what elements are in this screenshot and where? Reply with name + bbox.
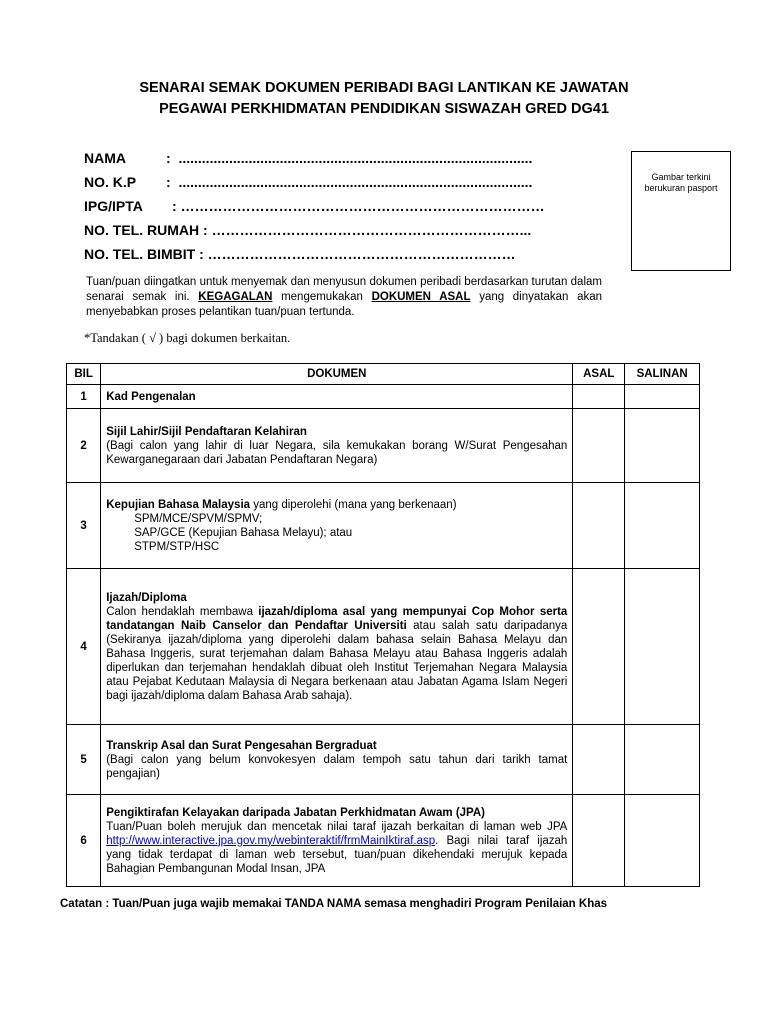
asal-checkbox[interactable]: [573, 483, 625, 569]
row-dokumen: Sijil Lahir/Sijil Pendaftaran Kelahiran (Bagi calon yang lahir di luar Negara, sila kemukakan borang W/Surat Pengesahan Kewarganegaraan dari Jabatan Pendaftaran Negara): [101, 409, 573, 483]
table-header-row: [67, 364, 700, 385]
salinan-checkbox[interactable]: [625, 483, 700, 569]
field-no-kp[interactable]: NO. K.P : ...........................................................................................: [84, 174, 533, 190]
asal-checkbox[interactable]: [573, 385, 625, 409]
header-dokumen: DOKUMEN: [101, 364, 573, 385]
title-line-2: PEGAWAI PERKHIDMATAN PENDIDIKAN SISWAZAH GRED DG41: [159, 101, 609, 117]
salinan-checkbox[interactable]: [625, 795, 700, 887]
salinan-checkbox[interactable]: [625, 409, 700, 483]
document-title: [0, 78, 768, 120]
row-bil: 1: [67, 385, 101, 409]
asal-checkbox[interactable]: [573, 569, 625, 725]
row-dokumen: Kepujian Bahasa Malaysia yang diperolehi (mana yang berkenaan) SPM/MCE/SPVM/SPMV; SAP/GCE (Kepujian Bahasa Melayu); atau STPM/STP/HSC: [101, 483, 573, 569]
tick-instruction: *Tandakan ( √ ) bagi dokumen berkaitan.: [84, 331, 291, 345]
field-ipg-ipta[interactable]: IPG/IPTA : ……………………………………………………………………: [84, 198, 545, 214]
header-asal: ASAL: [573, 364, 625, 385]
field-tel-rumah[interactable]: NO. TEL. RUMAH : …………………………………………………………...: [84, 222, 532, 238]
row-bil: 6: [67, 795, 101, 887]
row-bil: 4: [67, 569, 101, 725]
asal-checkbox[interactable]: [573, 795, 625, 887]
notice-paragraph: Tuan/puan diingatkan untuk menyemak dan menyusun dokumen peribadi berdasarkan turutan dalam senarai semak ini. KEGAGALAN mengemukakan DOKUMEN ASAL yang dinyatakan akan menyebabkan proses pelantikan tuan/puan tertunda.: [86, 276, 603, 318]
catatan-note: Catatan : Tuan/Puan juga wajib memakai TANDA NAMA semasa menghadiri Program Penilaian Khas: [60, 898, 608, 910]
field-nama[interactable]: NAMA : ...........................................................................................: [84, 150, 533, 166]
asal-checkbox[interactable]: [573, 725, 625, 795]
header-salinan: SALINAN: [625, 364, 700, 385]
notice-dokumen-asal: DOKUMEN ASAL: [371, 291, 471, 303]
notice-kegagalan: KEGAGALAN: [198, 291, 273, 303]
salinan-checkbox[interactable]: [625, 569, 700, 725]
jpa-link[interactable]: http://www.interactive.jpa.gov.my/webinteraktif/frmMainIktiraf.asp: [106, 834, 436, 847]
photo-box-label: Gambar terkini berukuran pasport: [644, 172, 718, 193]
personal-fields: [84, 148, 545, 268]
salinan-checkbox[interactable]: [625, 385, 700, 409]
row-dokumen: Kad Pengenalan: [101, 385, 573, 409]
title-line-1: SENARAI SEMAK DOKUMEN PERIBADI BAGI LANTIKAN KE JAWATAN: [139, 80, 629, 96]
table-row: [67, 409, 700, 483]
asal-checkbox[interactable]: [573, 409, 625, 483]
row-dokumen: Transkrip Asal dan Surat Pengesahan Bergraduat (Bagi calon yang belum konvokesyen dalam tempoh satu tahun dari tarikh tamat pengajian): [101, 725, 573, 795]
table-row: [67, 569, 700, 725]
header-bil: BIL: [67, 364, 101, 385]
row-bil: 5: [67, 725, 101, 795]
table-row: [67, 385, 700, 409]
row-dokumen: Ijazah/Diploma Calon hendaklah membawa ijazah/diploma asal yang mempunyai Cop Mohor serta tandatangan Naib Canselor dan Pendaftar Universiti atau salah satu daripadanya (Sekiranya ijazah/diploma yang diperolehi dalam bahasa selain Bahasa Melayu dan Bahasa Inggeris, surat terjemahan dalam Bahasa Melayu atau Bahasa Inggeris adalah diperlukan dan terjemahan hendaklah dibuat oleh Institut Terjemahan Negara Malaysia atau Pejabat Kedutaan Malaysia di Negara berkenaan atau Jabatan Agama Islam Negeri bagi ijazah/diploma dalam Bahasa Arab sahaja).: [101, 569, 573, 725]
table-row: [67, 725, 700, 795]
table-row: [67, 795, 700, 887]
checklist-table: [66, 363, 700, 887]
table-row: [67, 483, 700, 569]
salinan-checkbox[interactable]: [625, 725, 700, 795]
row-bil: 2: [67, 409, 101, 483]
row-dokumen: Pengiktirafan Kelayakan daripada Jabatan Perkhidmatan Awam (JPA) Tuan/Puan boleh merujuk dan mencetak nilai taraf ijazah berkaitan di laman web JPA http://www.interactive.jpa.gov.my/webinteraktif/frmMainIktiraf.asp. Bagi nilai taraf ijazah yang tidak terdapat di laman web tersebut, tuan/puan dikehendaki merujuk kepada Bahagian Pembangunan Modal Insan, JPA: [101, 795, 573, 887]
field-tel-bimbit[interactable]: NO. TEL. BIMBIT : …………………………………………………………: [84, 246, 516, 262]
row-bil: 3: [67, 483, 101, 569]
photo-box: [631, 151, 731, 271]
